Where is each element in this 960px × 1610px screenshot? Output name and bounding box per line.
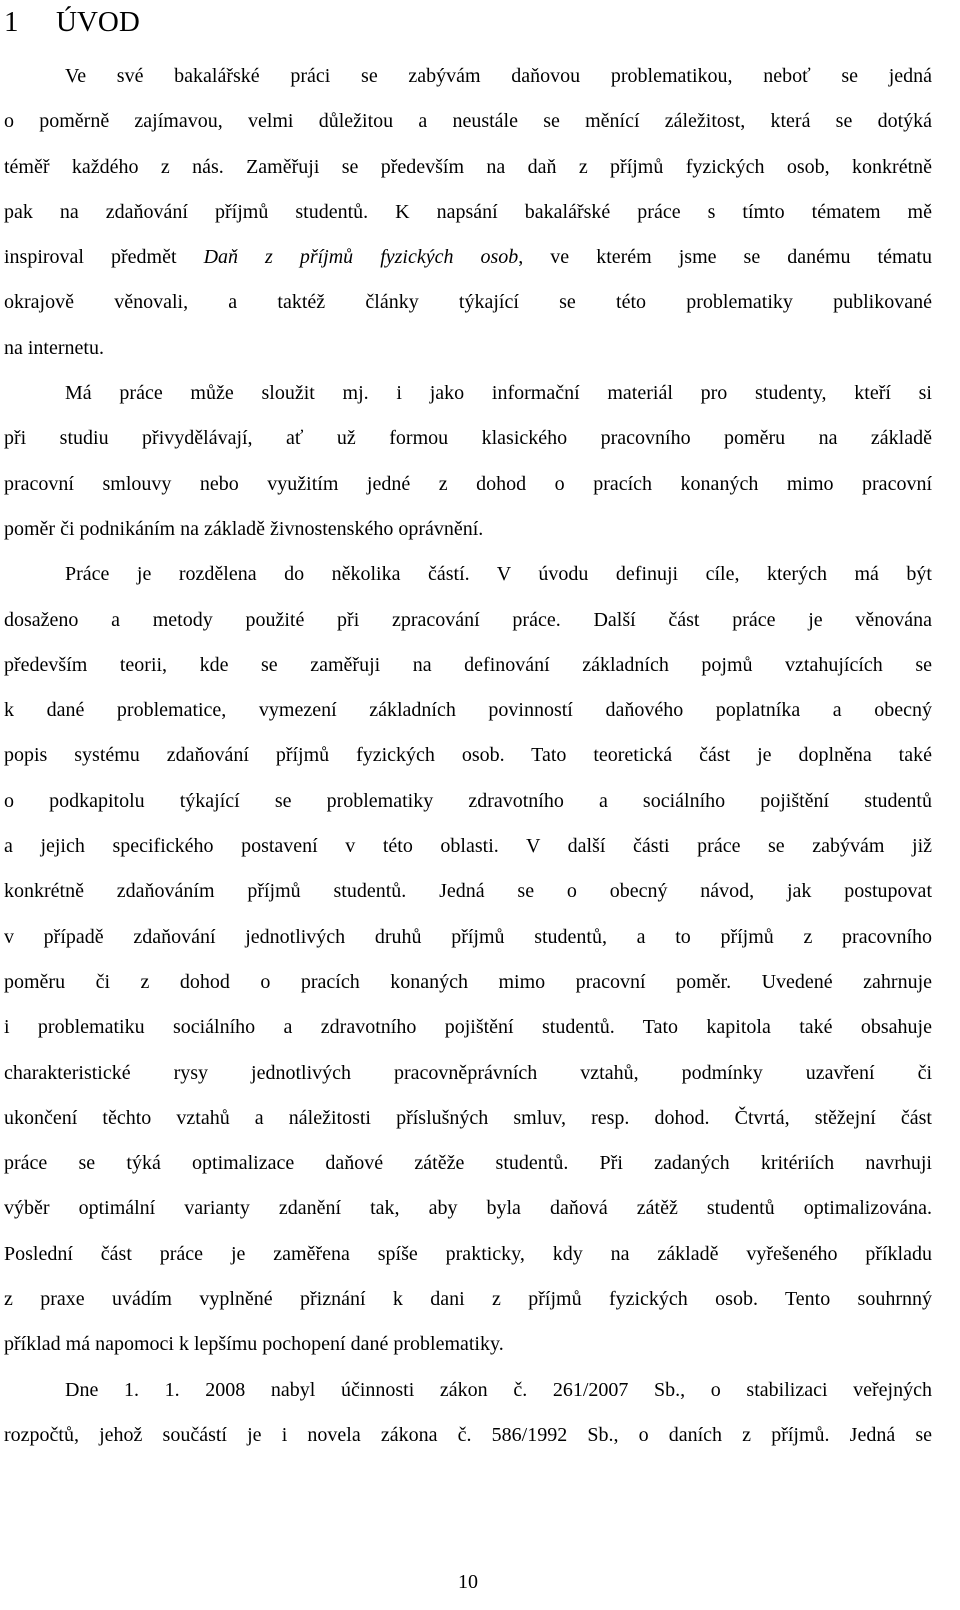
chapter-title: ÚVOD bbox=[56, 6, 140, 38]
text-line: konkrétně zdaňováním příjmů studentů. Jedná se o obecný návod, jak postupovat bbox=[4, 880, 932, 903]
chapter-heading bbox=[4, 2, 140, 42]
text-line: rozpočtů, jehož součástí je i novela zákona č. 586/1992 Sb., o daních z příjmů. Jedná se bbox=[4, 1423, 932, 1446]
text-line: výběr optimální varianty zdanění tak, aby byla daňová zátěž studentů optimalizována. bbox=[4, 1197, 932, 1220]
text-line: okrajově věnovali, a taktéž články týkající se této problematiky publikované bbox=[4, 291, 932, 314]
text-line: dosaženo a metody použité při zpracování práce. Další část práce je věnována bbox=[4, 608, 932, 631]
text-line: příklad má napomoci k lepšímu pochopení dané problematiky. bbox=[4, 1333, 504, 1356]
text-line: při studiu přivydělávají, ať už formou klasického pracovního poměru na základě bbox=[4, 427, 932, 450]
text-line: Má práce může sloužit mj. i jako informační materiál pro studenty, kteří si bbox=[65, 382, 932, 405]
chapter-number: 1 bbox=[4, 6, 19, 38]
text-run: inspiroval předmět bbox=[4, 246, 204, 269]
text-line: v případě zdaňování jednotlivých druhů příjmů studentů, a to příjmů z pracovního bbox=[4, 925, 932, 948]
course-title-italic: Daň z příjmů fyzických osob bbox=[203, 246, 519, 269]
text-line: charakteristické rysy jednotlivých pracovněprávních vztahů, podmínky uzavření či bbox=[4, 1061, 932, 1084]
text-line: téměř každého z nás. Zaměřuji se především na daň z příjmů fyzických osob, konkrétně bbox=[4, 155, 932, 178]
text-line bbox=[4, 235, 932, 280]
paragraph-1 bbox=[4, 54, 932, 371]
text-line: ukončení těchto vztahů a náležitosti příslušných smluv, resp. dohod. Čtvrtá, stěžejní část bbox=[4, 1106, 932, 1129]
text-line: o poměrně zajímavou, velmi důležitou a neustále se měnící záležitost, která se dotýká bbox=[4, 110, 932, 133]
text-line: práce se týká optimalizace daňové zátěže studentů. Při zadaných kritériích navrhuji bbox=[4, 1152, 932, 1175]
text-line: z praxe uvádím vyplněné přiznání k dani z příjmů fyzických osob. Tento souhrnný bbox=[4, 1288, 932, 1311]
text-line: pracovní smlouvy nebo využitím jedné z dohod o pracích konaných mimo pracovní bbox=[4, 472, 932, 495]
text-line: pak na zdaňování příjmů studentů. K napsání bakalářské práce s tímto tématem mě bbox=[4, 200, 932, 223]
text-line: a jejich specifického postavení v této oblasti. V další části práce se zabývám již bbox=[4, 835, 932, 858]
text-line: především teorii, kde se zaměřuji na definování základních pojmů vztahujících se bbox=[4, 653, 932, 676]
text-line: poměr či podnikáním na základě živnostenského oprávnění. bbox=[4, 517, 484, 540]
page-number: 10 bbox=[458, 1571, 478, 1593]
text-line: Ve své bakalářské práci se zabývám daňovou problematikou, neboť se jedná bbox=[65, 65, 932, 87]
text-line: i problematiku sociálního a zdravotního pojištění studentů. Tato kapitola také obsahuje bbox=[4, 1016, 932, 1039]
text-line: Práce je rozdělena do několika částí. V úvodu definuji cíle, kterých má být bbox=[65, 563, 932, 586]
paragraph-4 bbox=[4, 1368, 932, 1459]
paragraph-3 bbox=[4, 552, 932, 1367]
text-line: poměru či z dohod o pracích konaných mimo pracovní poměr. Uvedené zahrnuje bbox=[4, 970, 932, 993]
text-line: Poslední část práce je zaměřena spíše prakticky, kdy na základě vyřešeného příkladu bbox=[4, 1242, 932, 1265]
text-run: , ve kterém jsme se danému tématu bbox=[518, 246, 932, 269]
paragraph-2 bbox=[4, 371, 932, 552]
text-line: o podkapitolu týkající se problematiky zdravotního a sociálního pojištění studentů bbox=[4, 789, 932, 812]
text-line: popis systému zdaňování příjmů fyzických osob. Tato teoretická část je doplněna také bbox=[4, 744, 932, 767]
document-body bbox=[4, 54, 932, 1458]
text-line: na internetu. bbox=[4, 336, 104, 359]
text-line: k dané problematice, vymezení základních povinností daňového poplatníka a obecný bbox=[4, 699, 932, 722]
text-line: Dne 1. 1. 2008 nabyl účinnosti zákon č. 261/2007 Sb., o stabilizaci veřejných bbox=[65, 1378, 932, 1401]
